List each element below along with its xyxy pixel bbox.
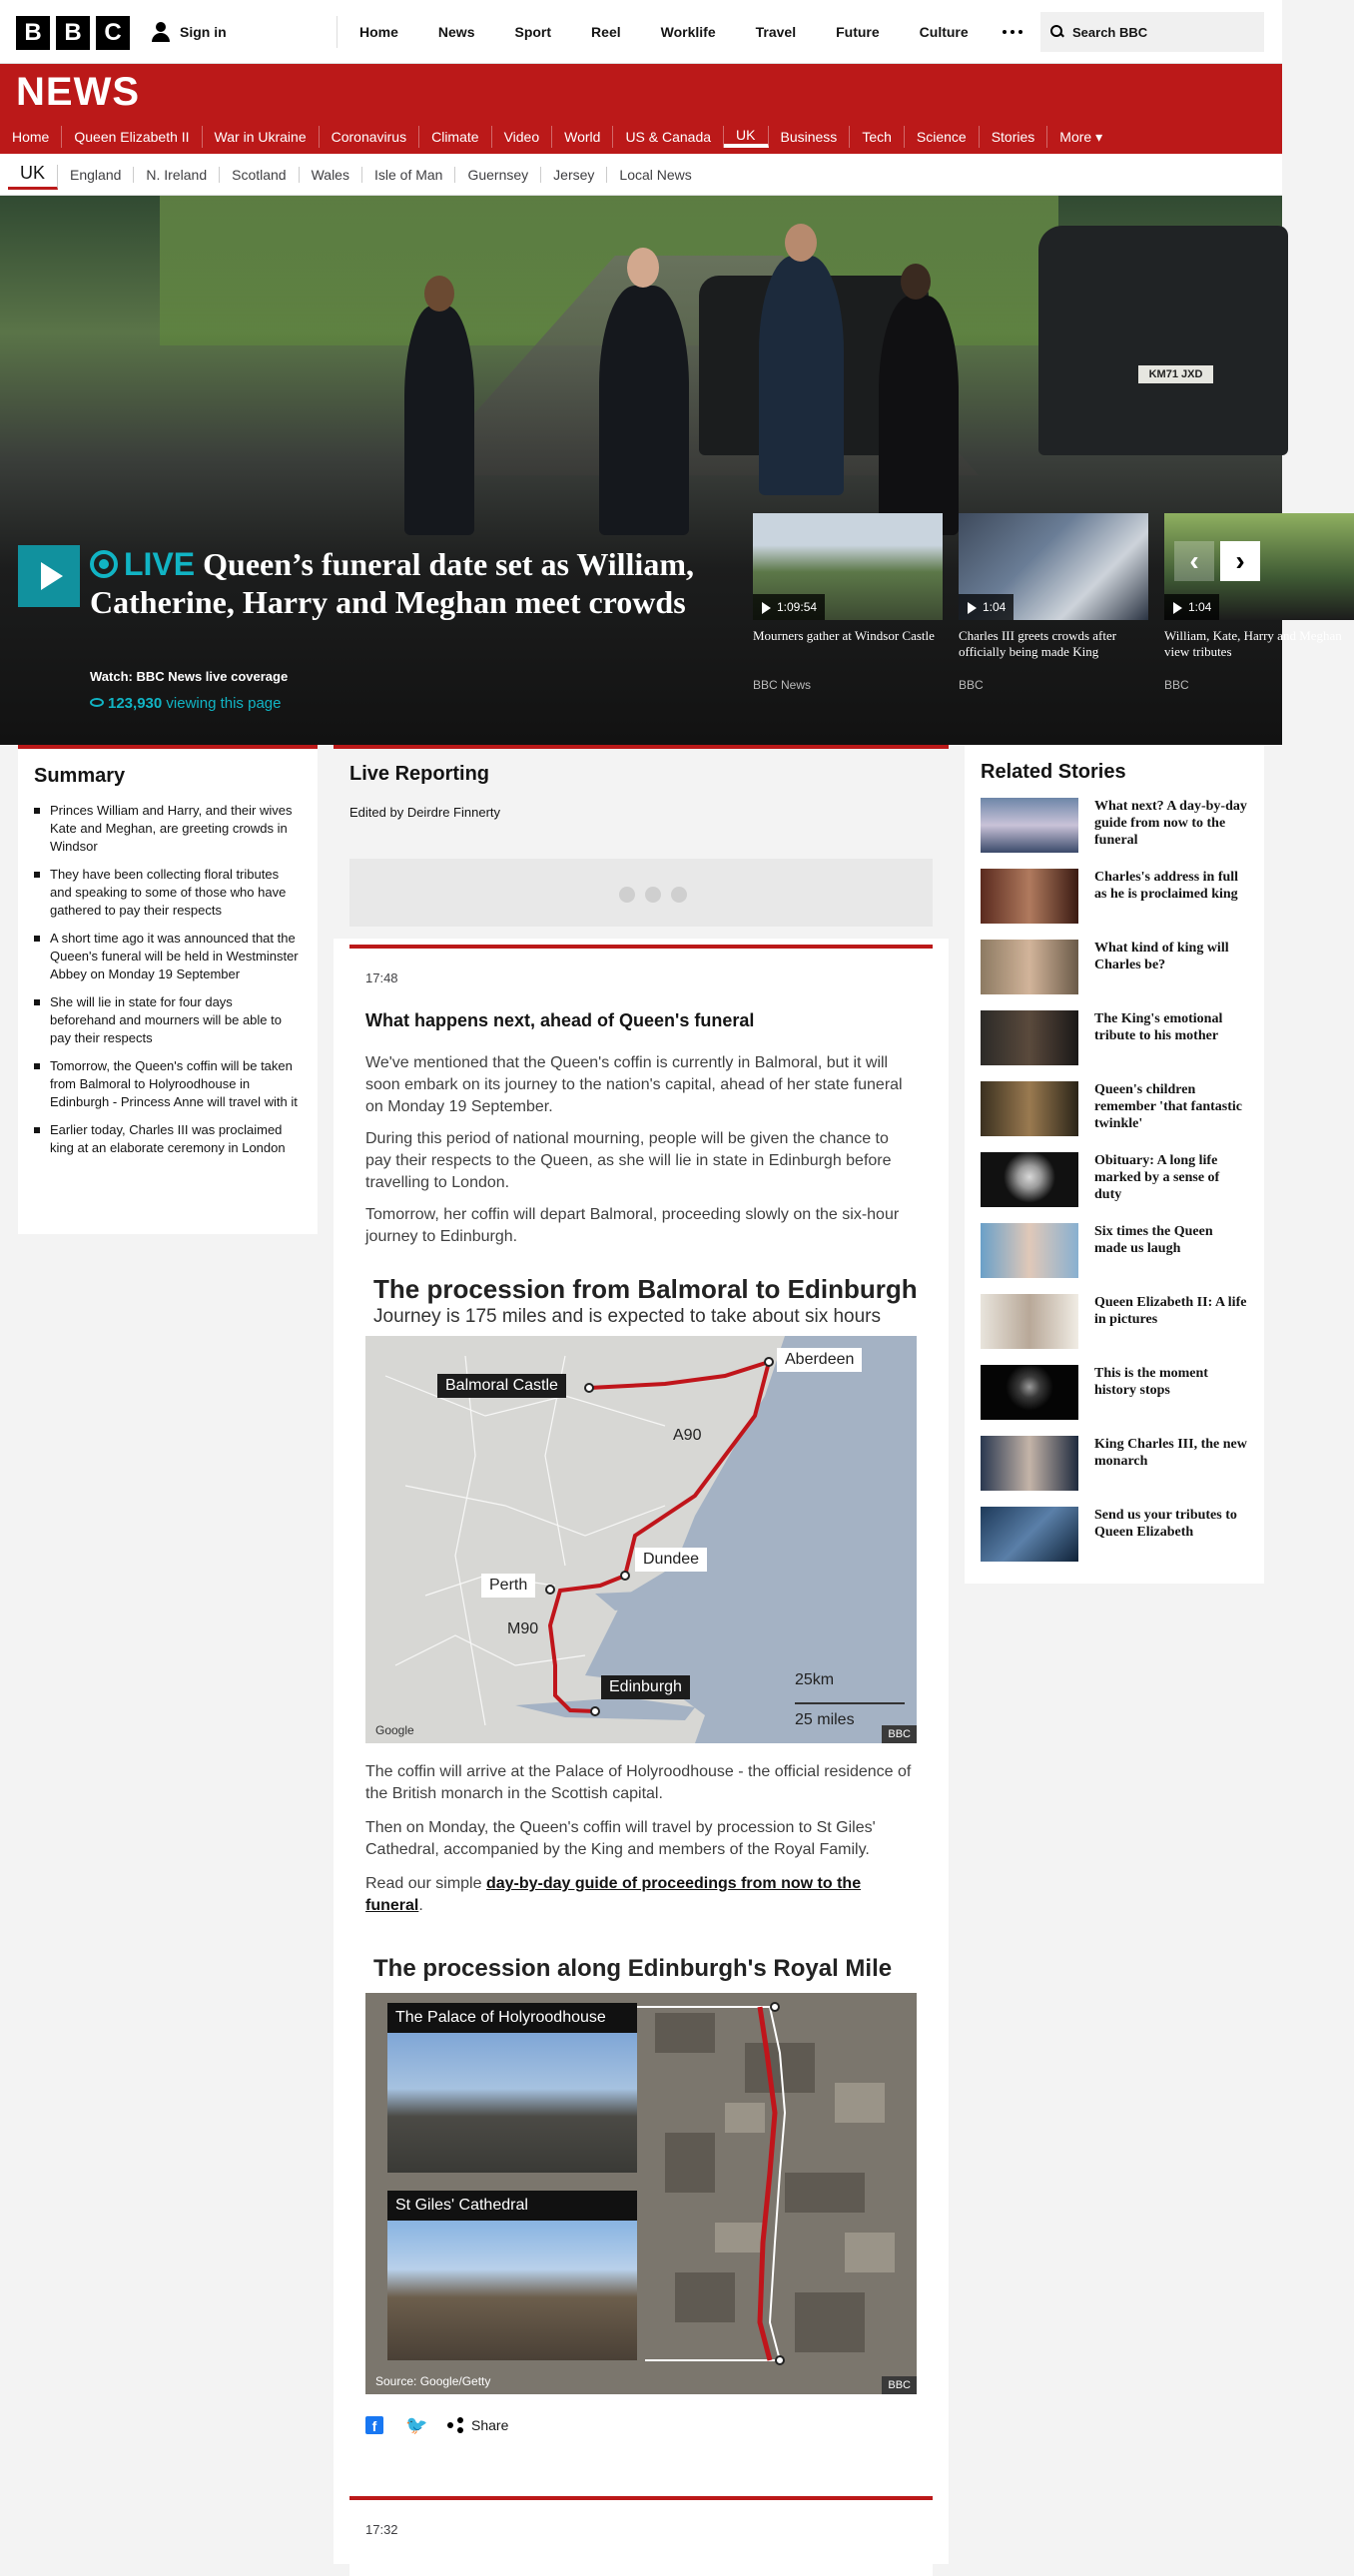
palace-caption: The Palace of Holyroodhouse <box>395 2009 606 2026</box>
post-timestamp: 17:48 <box>365 970 398 985</box>
day-by-day-guide-link[interactable]: day-by-day guide of proceedings from now to the funeral <box>365 1875 862 1914</box>
related-story[interactable] <box>981 1152 1248 1207</box>
cathedral-photo <box>387 2221 637 2360</box>
live-tag: LIVE <box>90 546 195 582</box>
post-paragraph: Tomorrow, her coffin will depart Balmoral, proceeding slowly on the six-hour journey to Edinburgh. <box>365 1206 900 1245</box>
subnav-item[interactable]: Local News <box>619 166 692 183</box>
loading-placeholder <box>349 859 933 927</box>
car-number-plate: KM71 JXD <box>1138 365 1213 383</box>
video-card[interactable] <box>753 513 943 692</box>
map-label-dundee: Dundee <box>635 1548 707 1572</box>
map-label-perth: Perth <box>481 1574 535 1598</box>
video-thumbnail <box>959 513 1148 620</box>
divider <box>337 16 338 48</box>
subnav-item-uk[interactable]: UK <box>8 165 58 190</box>
related-headline: King Charles III, the new monarch <box>1094 1437 1247 1469</box>
edited-by: Edited by Deirdre Finnerty <box>349 805 501 820</box>
hero-photo-person-head <box>901 264 931 300</box>
bbc-logo[interactable] <box>16 16 130 50</box>
related-headline: What next? A day-by-day guide from now to the funeral <box>1094 799 1247 848</box>
related-headline: The King's emotional tribute to his mother <box>1094 1011 1223 1043</box>
global-nav <box>339 0 1036 64</box>
summary-list <box>34 802 302 1157</box>
subnav-item[interactable]: Wales <box>300 167 362 183</box>
cathedral-callout <box>387 2191 637 2360</box>
news-nav-item-active[interactable]: UK <box>724 126 768 148</box>
loading-dots-icon <box>619 887 687 903</box>
global-nav-home[interactable]: Home <box>359 24 398 40</box>
twitter-icon[interactable]: 🐦 <box>405 2415 428 2435</box>
related-headline: Queen's children remember 'that fantastic twinkle' <box>1094 1082 1242 1131</box>
summary-item: Princes William and Harry, and their wives Kate and Meghan, are greeting crowds in Windsor <box>34 802 302 856</box>
news-nav-item[interactable]: Coronavirus <box>320 126 419 148</box>
global-nav-reel[interactable]: Reel <box>591 24 621 40</box>
related-thumbnail <box>981 1294 1078 1349</box>
procession-route-map <box>365 1336 917 1743</box>
related-story[interactable] <box>981 798 1248 853</box>
uk-subnav <box>0 154 1282 196</box>
related-headline: What kind of king will Charles be? <box>1094 941 1229 972</box>
related-story[interactable] <box>981 869 1248 924</box>
hero-title-text: Queen’s funeral date set as William, Catherine, Harry and Meghan meet crowds <box>90 546 694 620</box>
news-nav-item[interactable]: World <box>552 126 613 148</box>
summary-item: Tomorrow, the Queen's coffin will be taken from Balmoral to Holyroodhouse in Edinburgh - Princess Anne will travel with it <box>34 1057 302 1111</box>
related-headline: Queen Elizabeth II: A life in pictures <box>1094 1295 1247 1327</box>
carousel-next-button[interactable]: › <box>1220 541 1260 581</box>
map-subtitle: Journey is 175 miles and is expected to take about six hours <box>373 1306 882 1327</box>
news-nav-item[interactable]: Home <box>0 126 62 148</box>
watch-coverage-link[interactable]: Watch: BBC News live coverage <box>90 669 289 684</box>
hero-photo-person <box>599 286 689 535</box>
map-label-balmoral: Balmoral Castle <box>437 1374 566 1398</box>
post-paragraph: The coffin will arrive at the Palace of Holyroodhouse - the official residence of the British monarch in the Scottish capital. <box>365 1763 912 1802</box>
sign-in-link[interactable] <box>150 18 227 46</box>
global-nav-news[interactable]: News <box>437 24 475 40</box>
summary-item: A short time ago it was announced that the Queen's funeral will be held in Westminster Abbey on Monday 19 September <box>34 930 302 983</box>
post-timestamp: 17:32 <box>365 2522 398 2537</box>
graphic-source: Source: Google/Getty <box>375 2374 491 2388</box>
global-nav-culture[interactable]: Culture <box>919 24 969 40</box>
global-nav-sport[interactable]: Sport <box>514 24 552 40</box>
video-source: BBC <box>959 678 984 692</box>
map-title: The procession from Balmoral to Edinburgh <box>373 1274 918 1304</box>
news-nav <box>0 120 1114 154</box>
royal-mile-title: The procession along Edinburgh's Royal Mile <box>373 1955 893 1982</box>
post-paragraph: We've mentioned that the Queen's coffin is currently in Balmoral, but it will soon embark on its journey to the nation's capital, ahead of her state funeral on Monday 19 September. <box>365 1054 903 1115</box>
facebook-icon[interactable]: f <box>365 2416 383 2434</box>
live-reporting-title: Live Reporting <box>349 763 490 785</box>
live-icon <box>90 550 118 578</box>
related-story[interactable] <box>981 1223 1248 1278</box>
share-button[interactable] <box>447 2417 508 2433</box>
related-story[interactable] <box>981 1010 1248 1065</box>
hero-photo-person-head <box>785 224 817 262</box>
post-title: What happens next, ahead of Queen's funeral <box>365 1010 755 1030</box>
news-nav-item[interactable]: Stories <box>980 126 1048 148</box>
hero-photo-person <box>759 256 844 495</box>
related-thumbnail <box>981 798 1078 853</box>
post-paragraph: Then on Monday, the Queen's coffin will travel by procession to St Giles' Cathedral, accompanied by the King and members of the Royal Family. <box>365 1819 876 1858</box>
share-row <box>365 2416 508 2434</box>
bbc-graphic-badge: BBC <box>882 1725 917 1743</box>
summary-title: Summary <box>34 765 126 787</box>
bbc-logo-letter: B <box>16 16 50 50</box>
related-headline: Six times the Queen made us laugh <box>1094 1224 1213 1256</box>
news-nav-item[interactable]: Climate <box>419 126 491 148</box>
live-reporting <box>334 745 949 2564</box>
news-logo[interactable]: NEWS <box>16 70 140 114</box>
summary-item: They have been collecting floral tributes and speaking to some of those who have gathered to pay their respects <box>34 866 302 920</box>
summary-panel <box>18 745 318 1234</box>
subnav-item[interactable]: Scotland <box>220 167 299 183</box>
hero-photo-person-head <box>627 248 659 288</box>
related-thumbnail <box>981 1223 1078 1278</box>
related-stories <box>965 745 1264 1584</box>
summary-item: Earlier today, Charles III was proclaimed king at an elaborate ceremony in London <box>34 1121 302 1157</box>
subnav-item[interactable]: Isle of Man <box>362 167 455 183</box>
live-post <box>349 945 933 2506</box>
related-thumbnail <box>981 1365 1078 1420</box>
hero-photo-car <box>1038 226 1288 455</box>
map-credit: Google <box>375 1723 414 1737</box>
map-label-a90: A90 <box>673 1427 702 1444</box>
search-placeholder: Search BBC <box>1072 24 1148 40</box>
news-nav-more[interactable]: More ▾ <box>1059 128 1103 145</box>
map-label-aberdeen: Aberdeen <box>777 1348 862 1372</box>
post-paragraph: During this period of national mourning, people will be given the chance to pay their respects to the Queen, as she will lie in state in Edinburgh before travelling to London. <box>365 1130 892 1191</box>
map-scale-km: 25km <box>795 1671 835 1688</box>
news-nav-item[interactable]: Tech <box>850 126 905 148</box>
hero-headline[interactable] <box>90 545 729 621</box>
related-thumbnail <box>981 940 1078 994</box>
news-nav-item[interactable]: Queen Elizabeth II <box>62 126 202 148</box>
news-nav-item[interactable]: War in Ukraine <box>203 126 320 148</box>
eye-icon <box>90 698 104 707</box>
news-header <box>0 64 1282 154</box>
subnav-item[interactable]: N. Ireland <box>134 167 220 183</box>
bbc-graphic-badge: BBC <box>882 2376 917 2394</box>
related-thumbnail <box>981 869 1078 924</box>
royal-mile-graphic <box>365 1993 917 2394</box>
related-story[interactable] <box>981 940 1248 994</box>
play-video-button[interactable] <box>18 545 80 607</box>
video-duration: 1:04 <box>959 594 1014 620</box>
more-icon[interactable] <box>989 0 1036 64</box>
related-headline: Obituary: A long life marked by a sense of duty <box>1094 1153 1220 1202</box>
related-thumbnail <box>981 1010 1078 1065</box>
video-source: BBC <box>1164 678 1189 692</box>
global-nav-worklife[interactable]: Worklife <box>660 24 716 40</box>
carousel-prev-button[interactable]: ‹ <box>1174 541 1214 581</box>
video-source: BBC News <box>753 678 812 692</box>
bbc-logo-letter: B <box>56 16 90 50</box>
related-thumbnail <box>981 1436 1078 1491</box>
related-thumbnail <box>981 1152 1078 1207</box>
global-header <box>0 0 1282 64</box>
video-carousel <box>753 513 1354 692</box>
share-icon <box>447 2417 463 2433</box>
global-nav-future[interactable]: Future <box>836 24 880 40</box>
video-card[interactable] <box>959 513 1148 692</box>
related-title: Related Stories <box>981 761 1126 783</box>
palace-callout <box>387 2003 637 2173</box>
related-thumbnail <box>981 1081 1078 1136</box>
related-headline: Charles's address in full as he is proclaimed king <box>1094 870 1239 902</box>
hero-photo-person <box>879 296 959 535</box>
news-nav-item[interactable]: Video <box>492 126 553 148</box>
hero-live-banner[interactable] <box>0 196 1342 745</box>
news-nav-item[interactable]: Business <box>769 126 851 148</box>
related-story[interactable] <box>981 1436 1248 1491</box>
map-label-edinburgh: Edinburgh <box>601 1675 690 1699</box>
bbc-logo-letter: C <box>96 16 130 50</box>
global-nav-travel[interactable]: Travel <box>755 24 797 40</box>
user-icon <box>150 20 172 44</box>
related-story[interactable] <box>981 1081 1248 1136</box>
cathedral-caption: St Giles' Cathedral <box>395 2197 528 2214</box>
video-title: William, Kate, Harry and Meghan view tributes <box>1164 628 1342 659</box>
hero-photo-person-head <box>424 276 454 312</box>
video-title: Charles III greets crowds after officially being made King <box>959 628 1117 659</box>
post-paragraph: Read our simple day-by-day guide of proceedings from now to the funeral. <box>365 1875 862 1914</box>
subnav-item[interactable]: Jersey <box>541 167 607 183</box>
viewer-count: 123,930 viewing this page <box>90 695 281 712</box>
related-thumbnail <box>981 1507 1078 1562</box>
video-title: Mourners gather at Windsor Castle <box>753 628 935 643</box>
video-duration: 1:04 <box>1164 594 1219 620</box>
hero-photo-person <box>404 306 474 535</box>
video-card[interactable] <box>1164 513 1354 692</box>
video-duration: 1:09:54 <box>753 594 825 620</box>
related-story[interactable] <box>981 1294 1248 1349</box>
subnav-item[interactable]: Guernsey <box>455 167 541 183</box>
summary-item: She will lie in state for four days beforehand and mourners will be able to pay their respects <box>34 993 302 1047</box>
news-nav-item[interactable]: US & Canada <box>613 126 724 148</box>
search-box[interactable] <box>1040 12 1264 52</box>
subnav-item[interactable]: England <box>58 167 134 183</box>
live-reporting-header <box>334 749 949 939</box>
live-post <box>349 2496 933 2576</box>
related-headline: Send us your tributes to Queen Elizabeth <box>1094 1508 1237 1540</box>
palace-photo <box>387 2033 637 2173</box>
related-story[interactable] <box>981 1365 1248 1420</box>
map-scale-miles: 25 miles <box>795 1711 855 1728</box>
sign-in-label: Sign in <box>180 24 227 40</box>
related-story[interactable] <box>981 1507 1248 1562</box>
news-nav-item[interactable]: Science <box>905 126 980 148</box>
share-label: Share <box>471 2417 509 2433</box>
search-icon <box>1050 25 1064 39</box>
video-thumbnail <box>753 513 943 620</box>
map-label-m90: M90 <box>507 1620 539 1637</box>
related-headline: This is the moment history stops <box>1094 1366 1208 1398</box>
